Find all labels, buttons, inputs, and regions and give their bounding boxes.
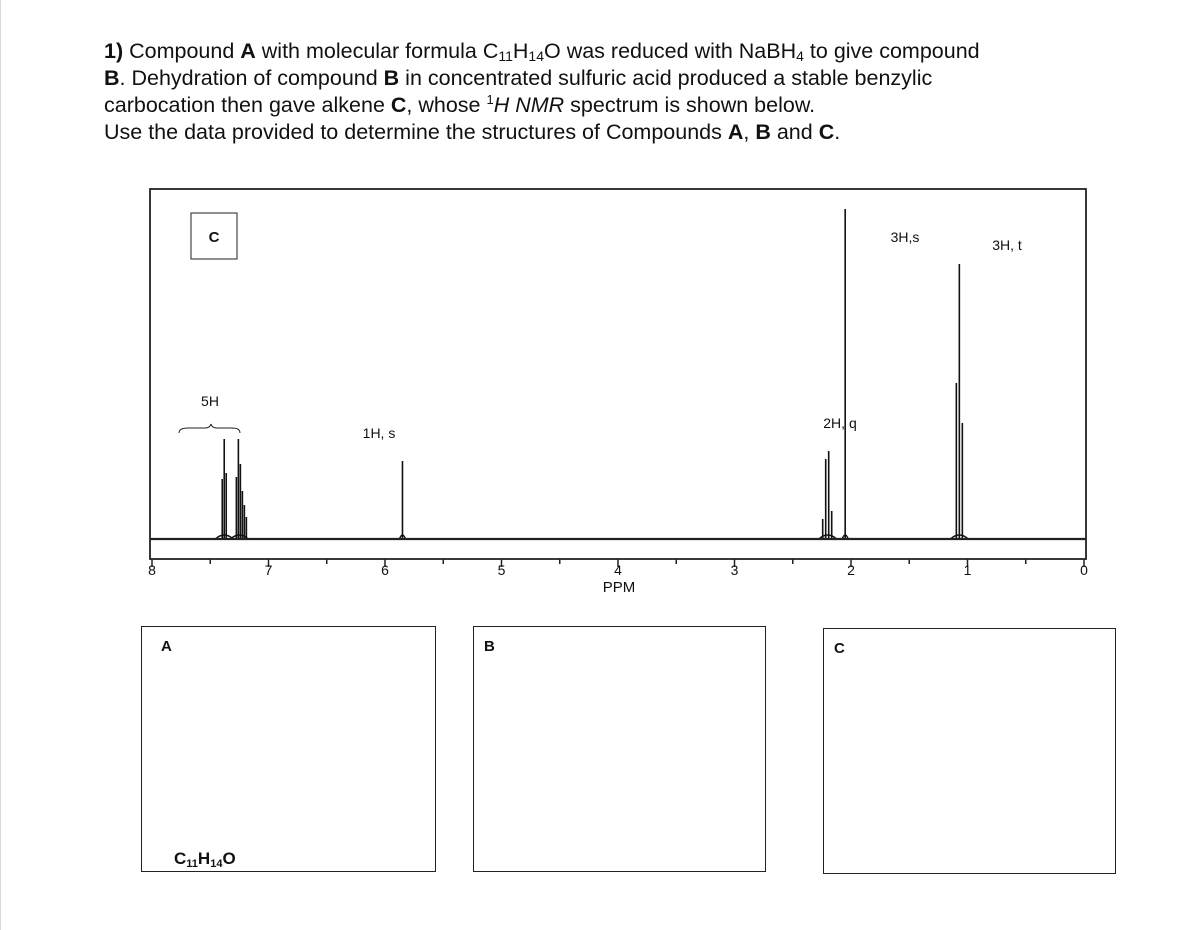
axis-tick-label: 2 <box>847 562 855 578</box>
axis-tick-label: 7 <box>264 562 273 578</box>
peak-methyl-singlet <box>842 209 848 539</box>
compound-b-ref: B <box>383 66 400 90</box>
axis-tick-label: 1 <box>963 562 972 578</box>
compound-label: C <box>208 229 220 246</box>
compound-a-ref: A <box>240 39 256 63</box>
answer-box-b[interactable] <box>473 626 766 872</box>
question-line-1: 1) Compound A with molecular formula $C_{11}H_{14}O$ was reduced with NaBH$_4$ to give compound <box>104 39 980 64</box>
axis-tick-label: 0 <box>1080 562 1088 578</box>
axis-tick-label: 4 <box>614 562 622 578</box>
answer-box-a[interactable] <box>141 626 436 872</box>
spectrum-peaks <box>215 209 968 539</box>
peak-label-5h: 5H <box>201 393 219 409</box>
peak-vinyl-singlet <box>399 461 405 539</box>
axis-tick-label: 8 <box>148 562 156 578</box>
question-line-4: Use the data provided to determine the structures of Compounds A, B and C. <box>104 120 841 144</box>
question-line-2: B. Dehydration of compound B in concentrated sulfuric acid produced a stable benzylic <box>104 66 933 90</box>
compound-c-ref: C <box>390 93 407 117</box>
question-number: 1) <box>104 39 124 63</box>
answer-box-a-letter: A <box>161 638 172 655</box>
ppm-axis <box>148 559 1088 578</box>
compound-c-ref: C <box>818 120 835 144</box>
peak-label-1h-s: 1H, s <box>362 425 396 441</box>
compound-b-ref: B <box>104 66 120 90</box>
peak-aromatic-2 <box>230 439 248 539</box>
nmr-term: H NMR <box>493 93 565 117</box>
axis-title-ppm: PPM <box>602 579 636 596</box>
answer-box-b-letter: B <box>484 638 495 655</box>
compound-a-ref: A <box>727 120 744 144</box>
integration-bracket <box>179 424 240 433</box>
axis-tick-label: 3 <box>730 562 739 578</box>
answer-box-c-letter: C <box>834 640 845 657</box>
peak-label-3h-t: 3H, t <box>992 237 1022 253</box>
peak-label-2h-q: 2H, q <box>823 415 857 431</box>
axis-tick-label: 6 <box>381 562 389 578</box>
question-line-3: carbocation then gave alkene C, whose $^1$H NMR spectrum is shown below. <box>104 92 816 117</box>
peak-quartet <box>819 451 837 539</box>
answer-box-c[interactable] <box>823 628 1116 874</box>
answer-box-a-formula: $C_{11}H_{14}O$ <box>174 849 236 870</box>
peak-triplet <box>950 264 968 539</box>
peak-label-3h-s: 3H,s <box>890 229 920 245</box>
peak-aromatic-1 <box>215 439 233 539</box>
spectrum-frame <box>150 189 1086 559</box>
axis-tick-label: 5 <box>497 562 506 578</box>
compound-b-ref: B <box>755 120 771 144</box>
